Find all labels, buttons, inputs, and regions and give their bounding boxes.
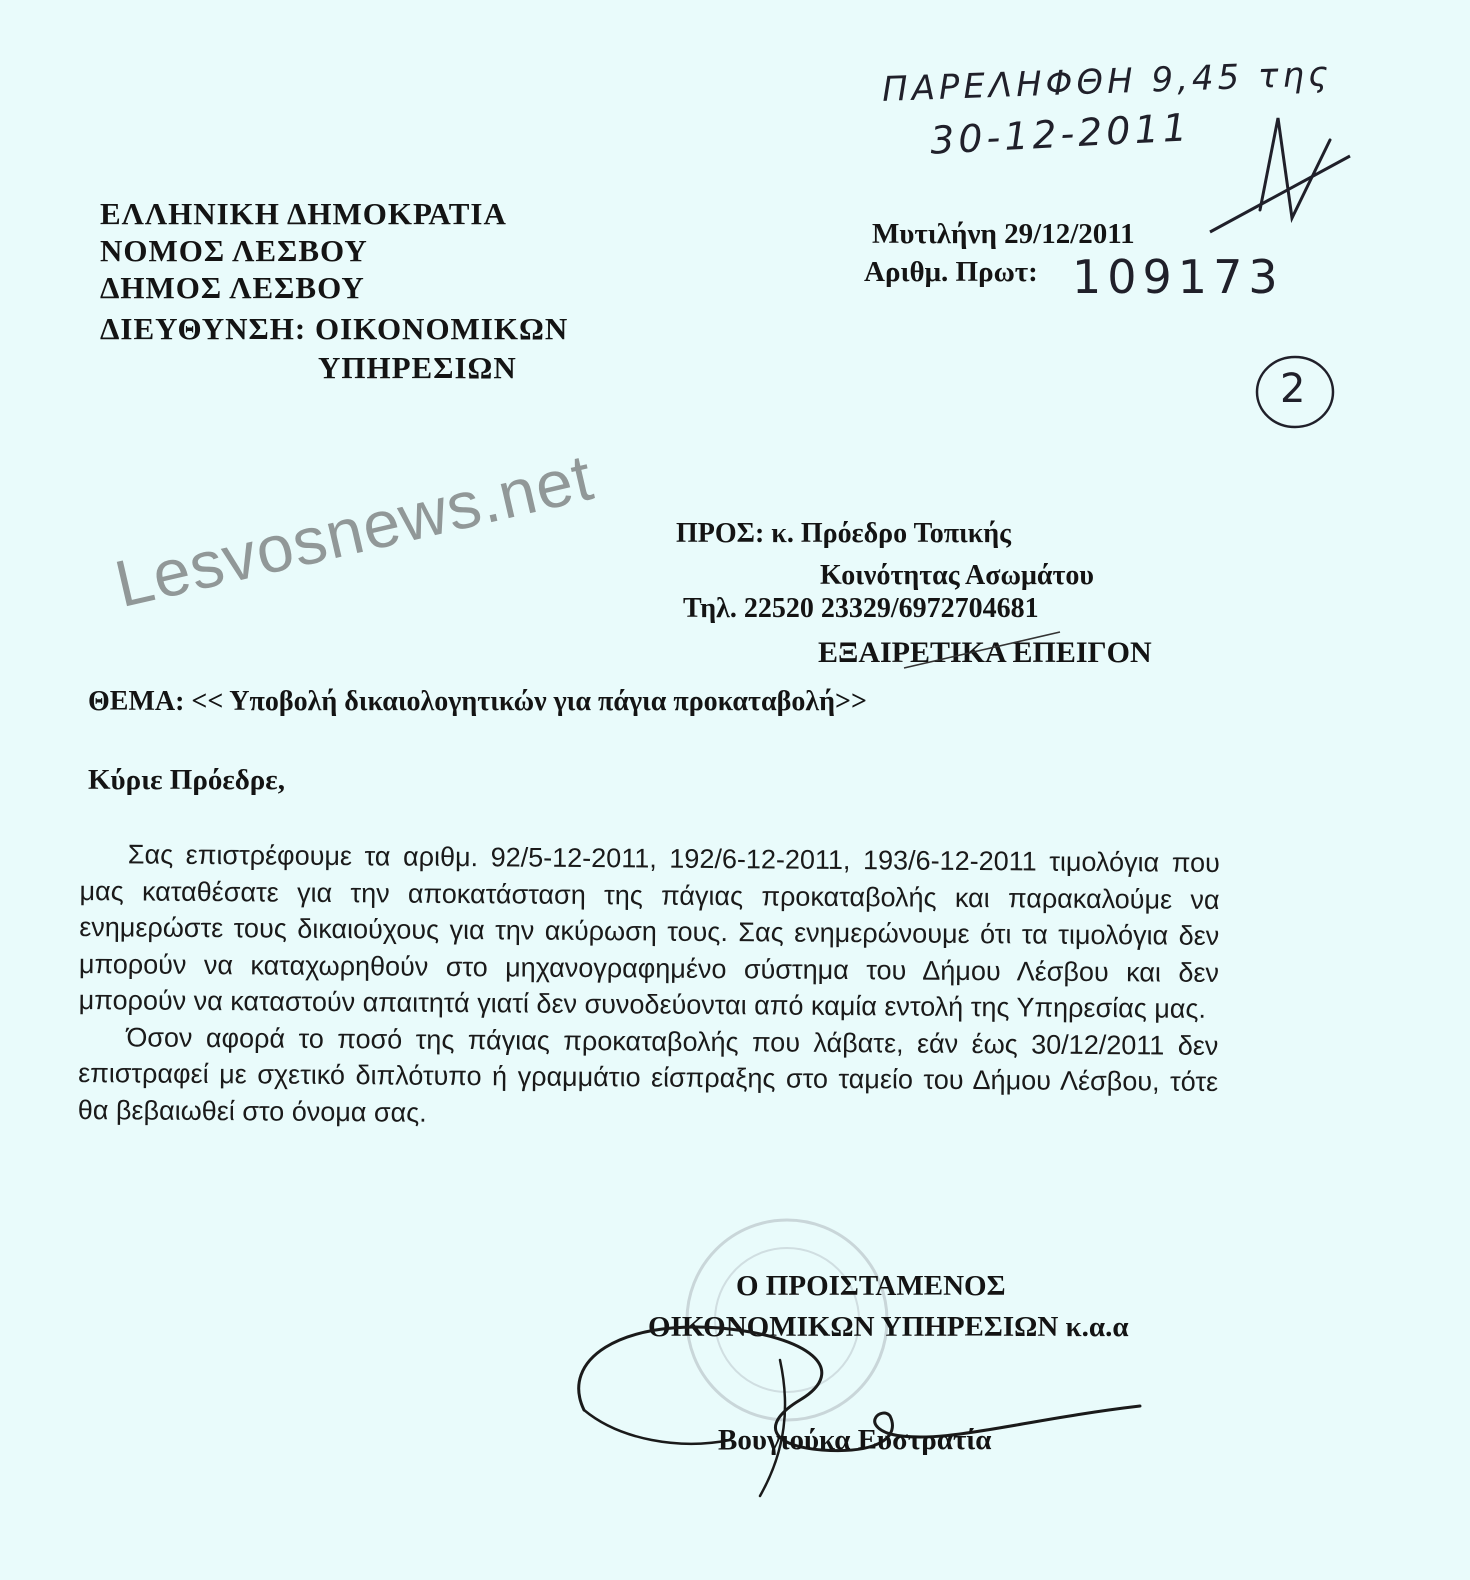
urgency-label: ΕΞΑΙΡΕΤΙΚΑ ΕΠΕΙΓΟΝ xyxy=(818,636,1152,669)
page-number: 2 xyxy=(1280,366,1310,412)
body-paragraph-1: Σας επιστρέφουμε τα αριθμ. 92/5-12-2011, 192/6-12-2011, 193/6-12-2011 τιμολόγια που μας καταθέσατε για την αποκατάσταση της πάγιας προκαταβολής και παρακαλούμε να ενημερώστε τους δικαιούχους για την ακύρωση τους. Σας ενημερώνουμε ότι τα τιμολόγια δεν μπορούν να καταχωρηθούν στο μηχανογραφημένο σύστημα του Δήμου Λέσβου και δεν μπορούν να καταστούν απαιτητά γιατί δεν συνοδεύονται από καμία εντολή της Υπηρεσίας μας. xyxy=(78,839,1220,1024)
handwritten-received-note: ΠΑΡΕΛΗΦΘΗ 9,45 της xyxy=(881,54,1333,110)
handwritten-received-date: 30-12-2011 xyxy=(929,105,1192,163)
letter-body xyxy=(78,836,1220,1137)
strike-mark-icon xyxy=(900,624,1070,674)
protocol-label: Αριθμ. Πρωτ: xyxy=(864,256,1038,288)
signatory-title-line1: Ο ΠΡΟΙΣΤΑΜΕΝΟΣ xyxy=(736,1270,1006,1302)
header-line-republic: ΕΛΛΗΝΙΚΗ ΔΗΜΟΚΡΑΤΙΑ xyxy=(100,196,507,231)
recipient-line1: ΠΡΟΣ: κ. Πρόεδρο Τοπικής xyxy=(676,518,1011,549)
place-date: Μυτιλήνη 29/12/2011 xyxy=(872,218,1135,250)
handwritten-signature-icon xyxy=(560,1210,1160,1510)
recipient-line2: Κοινότητας Ασωμάτου xyxy=(820,560,1094,591)
header-line-municipality: ΔΗΜΟΣ ΛΕΣΒΟΥ xyxy=(100,270,365,305)
salutation: Κύριε Πρόεδρε, xyxy=(88,764,285,796)
protocol-number-handwritten: 109173 xyxy=(1072,250,1284,304)
header-line-services: ΥΠΗΡΕΣΙΩΝ xyxy=(318,350,517,385)
header-line-prefecture: ΝΟΜΟΣ ΛΕΣΒΟΥ xyxy=(100,233,368,268)
handwritten-initials-icon xyxy=(1200,110,1370,240)
subject-line: ΘΕΜΑ: << Υποβολή δικαιολογητικών για πάγια προκαταβολή>> xyxy=(88,686,867,717)
header-line-directorate: ΔΙΕΥΘΥΝΣΗ: ΟΙΚΟΝΟΜΙΚΩΝ xyxy=(100,311,569,346)
watermark: Lesvosnews.net xyxy=(108,439,600,622)
signatory-title-line2: ΟΙΚΟΝΟΜΙΚΩΝ ΥΠΗΡΕΣΙΩΝ κ.α.α xyxy=(648,1311,1129,1343)
signatory-name: Βουγιούκα Ευστρατία xyxy=(718,1424,992,1456)
body-paragraph-2: Όσον αφορά το ποσό της πάγιας προκαταβολής που λάβατε, εάν έως 30/12/2011 δεν επιστραφεί με σχετικό διπλότυπο ή γραμμάτιο είσπραξης στο ταμείο του Δήμου Λέσβου, τότε θα βεβαιωθεί στο όνομα σας. xyxy=(77,1021,1219,1128)
recipient-phone: Τηλ. 22520 23329/6972704681 xyxy=(683,593,1039,624)
